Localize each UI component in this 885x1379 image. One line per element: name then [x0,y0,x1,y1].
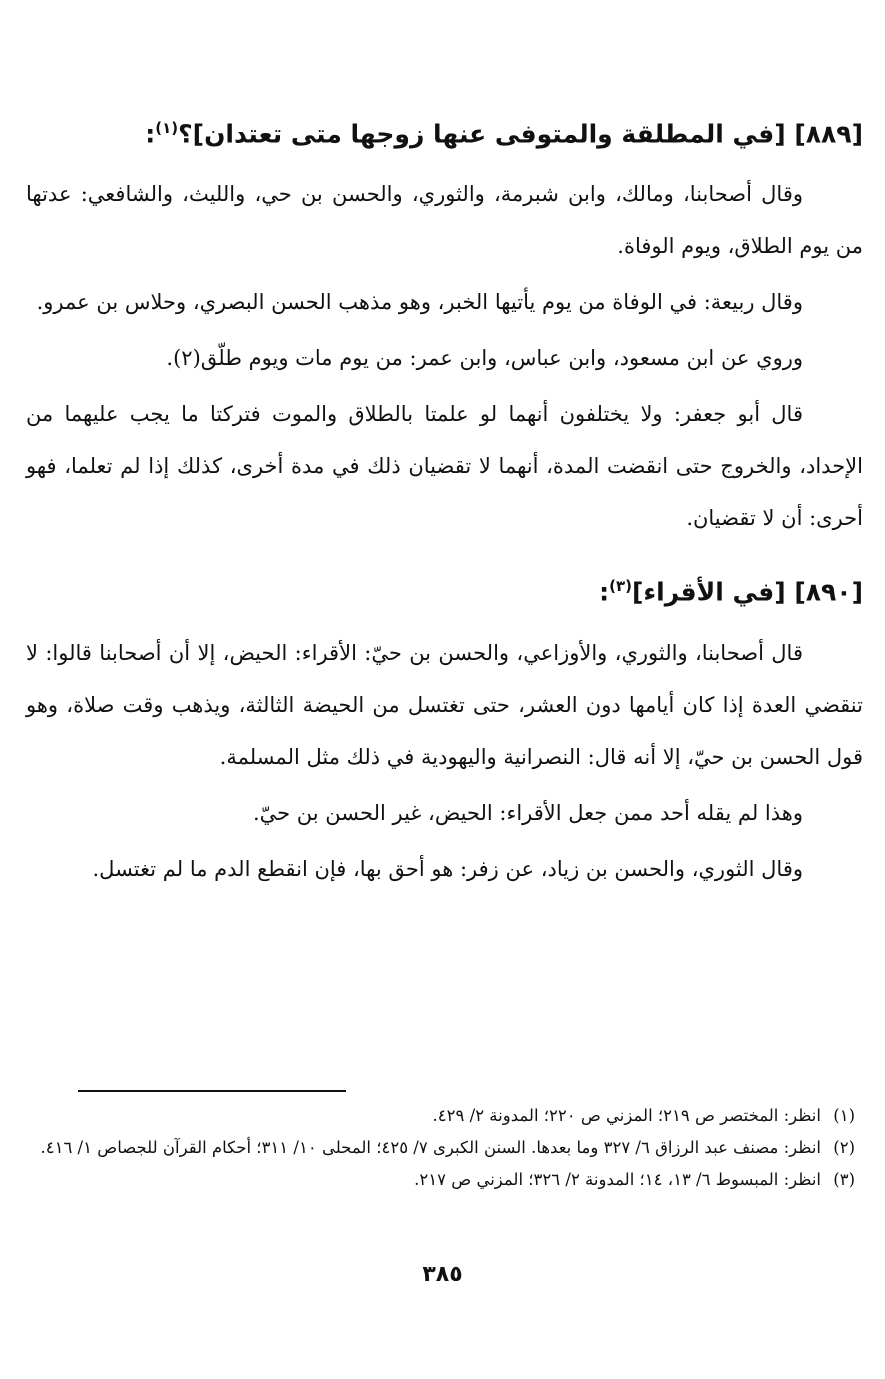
footnote-ref: (١) [155,119,179,137]
footnote-3 [26,1164,855,1196]
footnote-number: (٢) [833,1138,855,1157]
page-number: ٣٨٥ [422,1262,463,1287]
heading-colon: : [145,119,156,149]
footnote-text: انظر: المختصر ص ٢١٩؛ المزني ص ٢٢٠؛ المدونة ٢/ ٤٢٩. [432,1106,821,1125]
paragraph: وقال أصحابنا، ومالك، وابن شبرمة، والثوري، والحسن بن حي، والليث، والشافعي: عدتها من يوم الطلاق، ويوم الوفاة. [26,182,863,259]
paragraph: وقال ربيعة: في الوفاة من يوم يأتيها الخبر، وهو مذهب الحسن البصري، وحلاس بن عمرو. [36,290,803,315]
paragraph: وقال الثوري، والحسن بن زياد، عن زفر: هو أحق بها، فإن انقطع الدم ما لم تغتسل. [92,856,803,881]
footnote-number: (٣) [833,1170,855,1189]
footnote-text: انظر: مصنف عبد الرزاق ٦/ ٣٢٧ وما بعدها. السنن الكبرى ٧/ ٤٢٥؛ المحلى ١٠/ ٣١١؛ أحكام القرآن للجصاص ١/ ٤١٦. [40,1138,821,1157]
heading-colon: : [599,577,610,607]
footnote-number: (١) [833,1106,855,1125]
footnote-ref: (٣) [609,577,632,596]
paragraph: قال أصحابنا، والثوري، والأوزاعي، والحسن بن حيّ: الأقراء: الحيض، إلا أن أصحابنا قالوا: لا تنقضي العدة إذا كان أيامها دون العشر، حتى تغتسل من الحيضة الثالثة، ويذهب وقت صلاة، وهو قول الحسن بن حيّ، إلا أنه قال: النصرانية واليهودية في ذلك مثل المسلمة. [26,640,863,769]
heading-text: [٨٩٠] [في الأقراء] [631,577,863,607]
section-heading-889 [26,100,863,162]
heading-text: [٨٨٩] [في المطلقة والمتوفى عنها زوجها متى تعتدان]؟ [178,119,863,149]
main-text [26,100,863,899]
paragraph: وهذا لم يقله أحد ممن جعل الأقراء: الحيض، غير الحسن بن حيّ. [252,800,803,825]
footnotes [26,1100,855,1196]
section-heading-890 [26,558,863,620]
footnote-1 [26,1100,855,1132]
paragraph: وروي عن ابن مسعود، وابن عباس، وابن عمر: من يوم مات ويوم طلّق(٢). [166,346,803,371]
paragraph: قال أبو جعفر: ولا يختلفون أنهما لو علمتا بالطلاق والموت فتركتا ما يجب عليهما من الإحداد، والخروج حتى انقضت المدة، أنهما لا تقضيان ذلك في مدة أخرى، كذلك إذا لم تعلما، فهو أحرى: أن لا تقضيان. [26,402,863,531]
footnote-2 [26,1132,855,1164]
footnote-divider [78,1090,346,1092]
footnote-text: انظر: المبسوط ٦/ ١٣، ١٤؛ المدونة ٢/ ٣٢٦؛ المزني ص ٢١٧. [414,1170,821,1189]
